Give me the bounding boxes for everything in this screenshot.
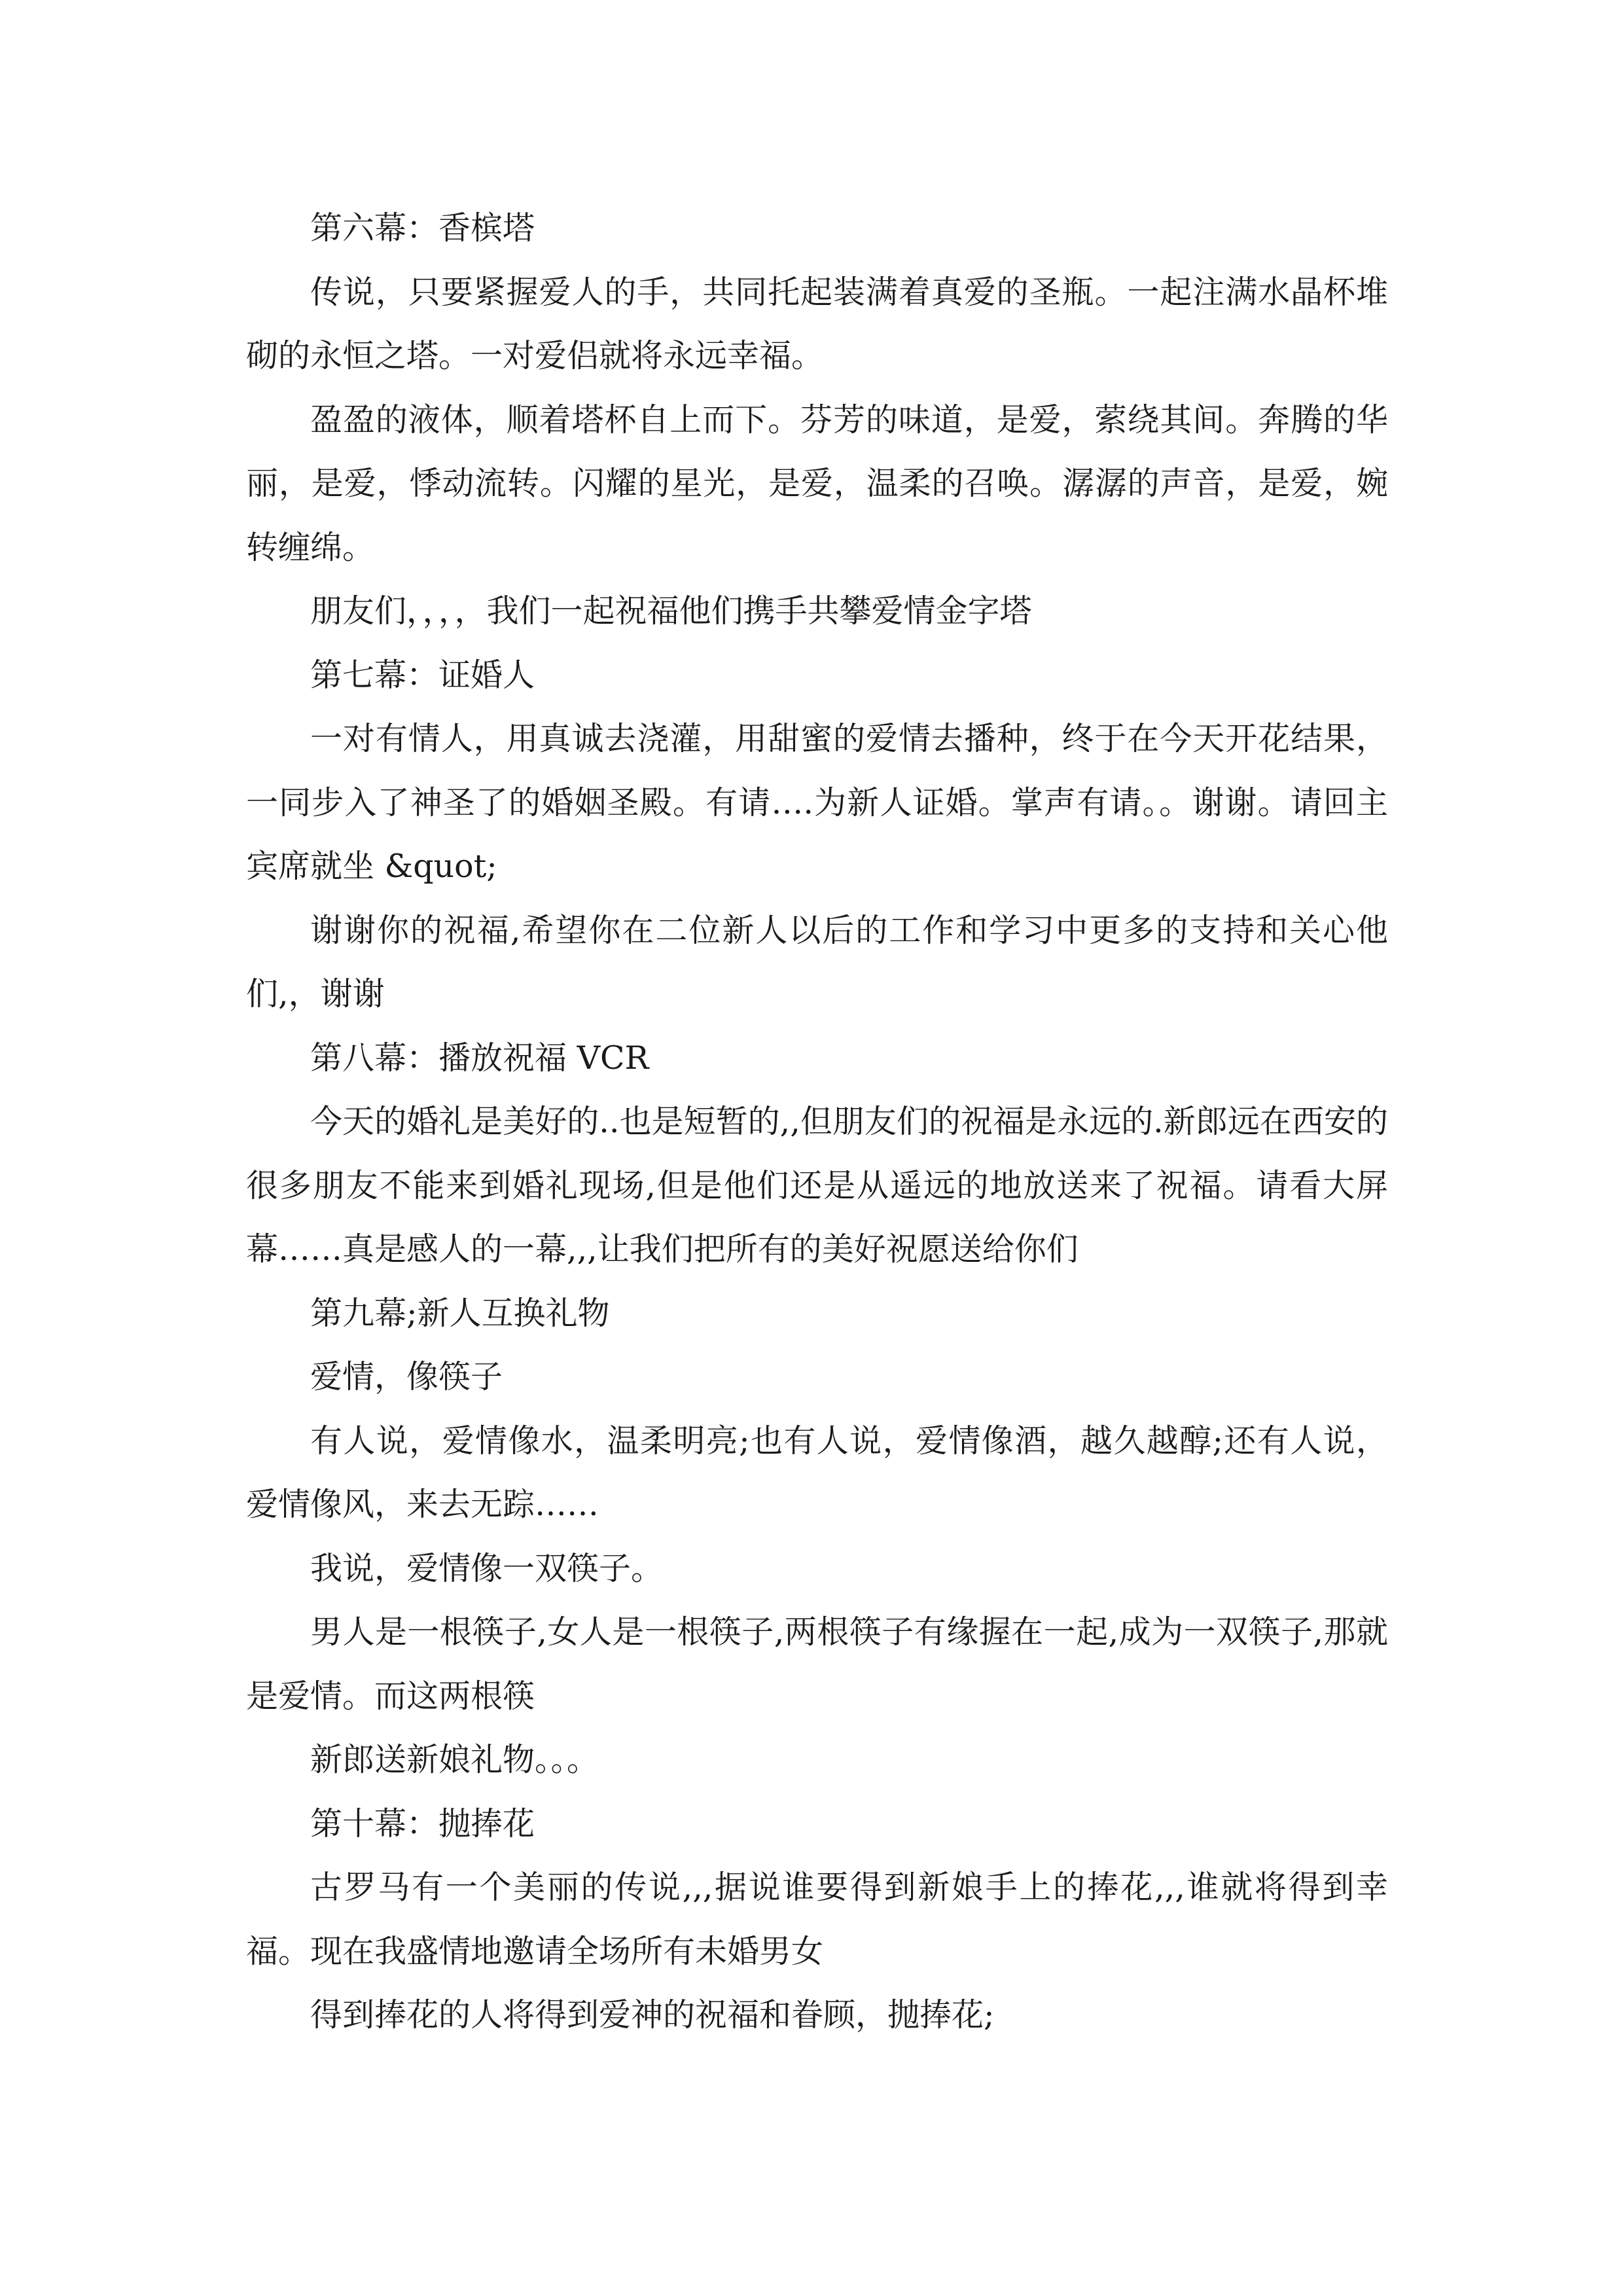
paragraph: 朋友们，，，，我们一起祝福他们携手共攀爱情金字塔 xyxy=(310,592,1032,630)
section-heading-scene-6: 第六幕：香槟塔 xyxy=(310,209,535,247)
section-heading-scene-10: 第十幕：抛捧花 xyxy=(310,1804,535,1842)
paragraph: 爱情，像筷子 xyxy=(310,1358,503,1395)
section-heading-scene-9: 第九幕;新人互换礼物 xyxy=(310,1294,610,1332)
paragraph: 今天的婚礼是美好的..也是短暂的,,但朋友们的祝福是永远的.新郎远在西安的很多朋友不能来到婚礼现场,但是他们还是从遥远的地放送来了祝福。请看大屏幕……真是感人的一幕,,,让我们把所有的美好祝愿送给你们 xyxy=(246,1103,1388,1268)
paragraph: 古罗马有一个美丽的传说,,,据说谁要得到新娘手上的捧花,,,谁就将得到幸福。现在我盛情地邀请全场所有未婚男女 xyxy=(246,1869,1388,1970)
paragraph: 我说，爱情像一双筷子。 xyxy=(310,1549,664,1587)
paragraph: 一对有情人，用真诚去浇灌，用甜蜜的爱情去播种，终于在今天开花结果，一同步入了神圣了的婚姻圣殿。有请….为新人证婚。掌声有请。。谢谢。请回主宾席就坐 &quot; xyxy=(246,720,1388,885)
document-body xyxy=(246,196,1388,2047)
paragraph: 有人说，爱情像水，温柔明亮;也有人说，爱情像酒，越久越醇;还有人说，爱情像风，来去无踪…… xyxy=(246,1422,1388,1523)
paragraph: 传说，只要紧握爱人的手，共同托起装满着真爱的圣瓶。一起注满水晶杯堆砌的永恒之塔。一对爱侣就将永远幸福。 xyxy=(246,273,1388,374)
paragraph: 盈盈的液体，顺着塔杯自上而下。芬芳的味道，是爱，萦绕其间。奔腾的华丽，是爱，悸动流转。闪耀的星光，是爱，温柔的召唤。潺潺的声音，是爱，婉转缠绵。 xyxy=(246,401,1388,566)
section-heading-scene-8: 第八幕：播放祝福 VCR xyxy=(310,1039,649,1077)
section-heading-scene-7: 第七幕：证婚人 xyxy=(310,656,535,694)
paragraph: 谢谢你的祝福,希望你在二位新人以后的工作和学习中更多的支持和关心他们,，谢谢 xyxy=(246,911,1388,1013)
paragraph: 得到捧花的人将得到爱神的祝福和眷顾，抛捧花; xyxy=(310,1996,995,2034)
paragraph: 男人是一根筷子,女人是一根筷子,两根筷子有缘握在一起,成为一双筷子,那就是爱情。而这两根筷 xyxy=(246,1613,1388,1715)
paragraph: 新郎送新娘礼物。。。 xyxy=(310,1741,599,1778)
